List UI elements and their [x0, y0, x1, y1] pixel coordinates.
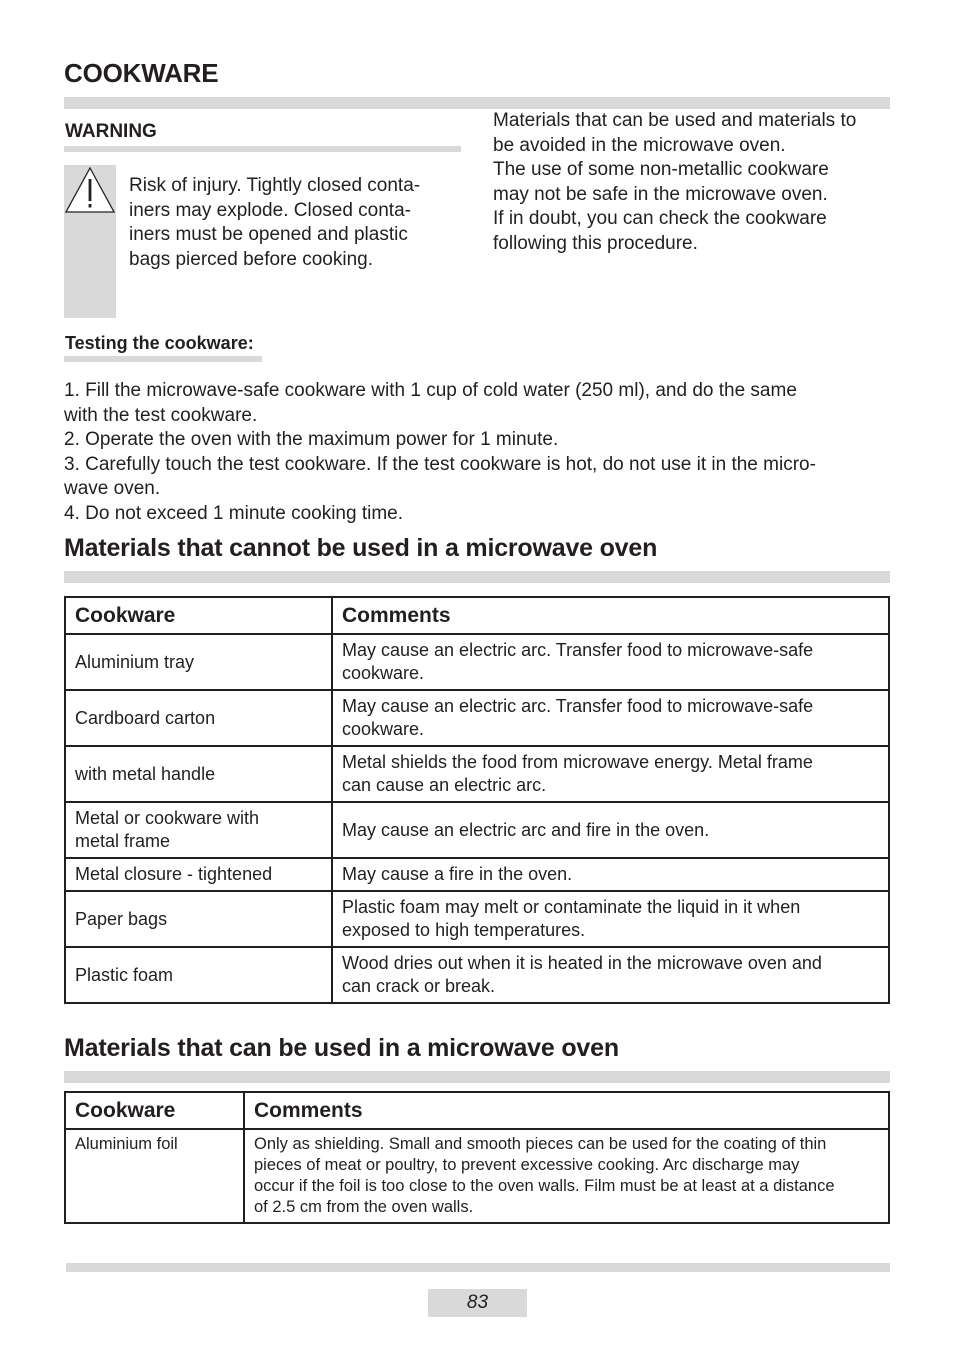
- testing-heading: Testing the cookware:: [65, 333, 254, 353]
- cookware-cell: Aluminium foil: [65, 1129, 244, 1223]
- intro-text: Materials that can be used and materials to be avoided in the microwave oven. The use of some non-metallic cookware may not be safe in the microwave oven. If in doubt, you can check the cookware following this procedure.: [493, 110, 857, 254]
- comment-cell: May cause an electric arc and fire in the oven.: [332, 802, 889, 858]
- table-row: [65, 802, 889, 858]
- comment-cell: May cause an electric arc. Transfer food to microwave-safe cookware.: [332, 690, 889, 746]
- page-title: COOKWARE: [64, 58, 219, 88]
- cookware-cell: Plastic foam: [65, 947, 332, 1003]
- col-comments: Comments: [332, 597, 889, 634]
- comment-cell: May cause an electric arc. Transfer food to microwave-safe cookware.: [332, 634, 889, 690]
- cookware-cell: Metal or cookware with metal frame: [65, 802, 332, 858]
- warning-triangle-icon: [64, 165, 116, 215]
- page-number: 83: [428, 1289, 527, 1317]
- warning-heading: WARNING: [65, 121, 157, 142]
- cookware-cell: Metal closure - tightened: [65, 858, 332, 891]
- comment-cell: Plastic foam may melt or contaminate the liquid in it when exposed to high temperatures.: [332, 891, 889, 947]
- col-cookware: Cookware: [65, 597, 332, 634]
- testing-steps: 1. Fill the microwave-safe cookware with 1 cup of cold water (250 ml), and do the same with the test cookware. 2. Operate the oven with the maximum power for 1 minute. 3. Carefully touch the test cookware. If the test cookware is hot, do not use it in the micro- wave oven. 4. Do not exceed 1 minute cooking time.: [64, 380, 816, 524]
- cannot-heading: Materials that cannot be used in a microwave oven: [64, 534, 658, 562]
- table-row: [65, 746, 889, 802]
- cookware-cell: Aluminium tray: [65, 634, 332, 690]
- table-row: [65, 947, 889, 1003]
- warning-divider: [64, 146, 461, 152]
- testing-divider: [64, 356, 262, 362]
- cannot-table: [64, 596, 890, 1004]
- comment-cell: May cause a fire in the oven.: [332, 858, 889, 891]
- col-cookware: Cookware: [65, 1092, 244, 1129]
- table-row: [65, 690, 889, 746]
- table-header-row: [65, 1092, 889, 1129]
- table-row: [65, 634, 889, 690]
- warning-text: Risk of injury. Tightly closed conta- iners may explode. Closed conta- iners must be opened and plastic bags pierced before cooking.: [129, 175, 421, 270]
- comment-cell: Only as shielding. Small and smooth pieces can be used for the coating of thin pieces of meat or poultry, to prevent excessive cooking. Arc discharge may occur if the foil is too close to the oven walls. Film must be at least at a distance of 2.5 cm from the oven walls.: [244, 1129, 889, 1223]
- col-comments: Comments: [244, 1092, 889, 1129]
- cookware-cell: Paper bags: [65, 891, 332, 947]
- cannot-divider: [64, 571, 890, 583]
- comment-cell: Metal shields the food from microwave energy. Metal frame can cause an electric arc.: [332, 746, 889, 802]
- table-row: [65, 858, 889, 891]
- can-table: [64, 1091, 890, 1224]
- cookware-cell: Cardboard carton: [65, 690, 332, 746]
- table-row: [65, 1129, 889, 1223]
- comment-cell: Wood dries out when it is heated in the microwave oven and can crack or break.: [332, 947, 889, 1003]
- table-header-row: [65, 597, 889, 634]
- cookware-cell: with metal handle: [65, 746, 332, 802]
- title-divider: [64, 97, 890, 109]
- table-row: [65, 891, 889, 947]
- can-divider: [64, 1071, 890, 1083]
- footer-divider: [66, 1263, 890, 1272]
- can-heading: Materials that can be used in a microwave oven: [64, 1034, 619, 1062]
